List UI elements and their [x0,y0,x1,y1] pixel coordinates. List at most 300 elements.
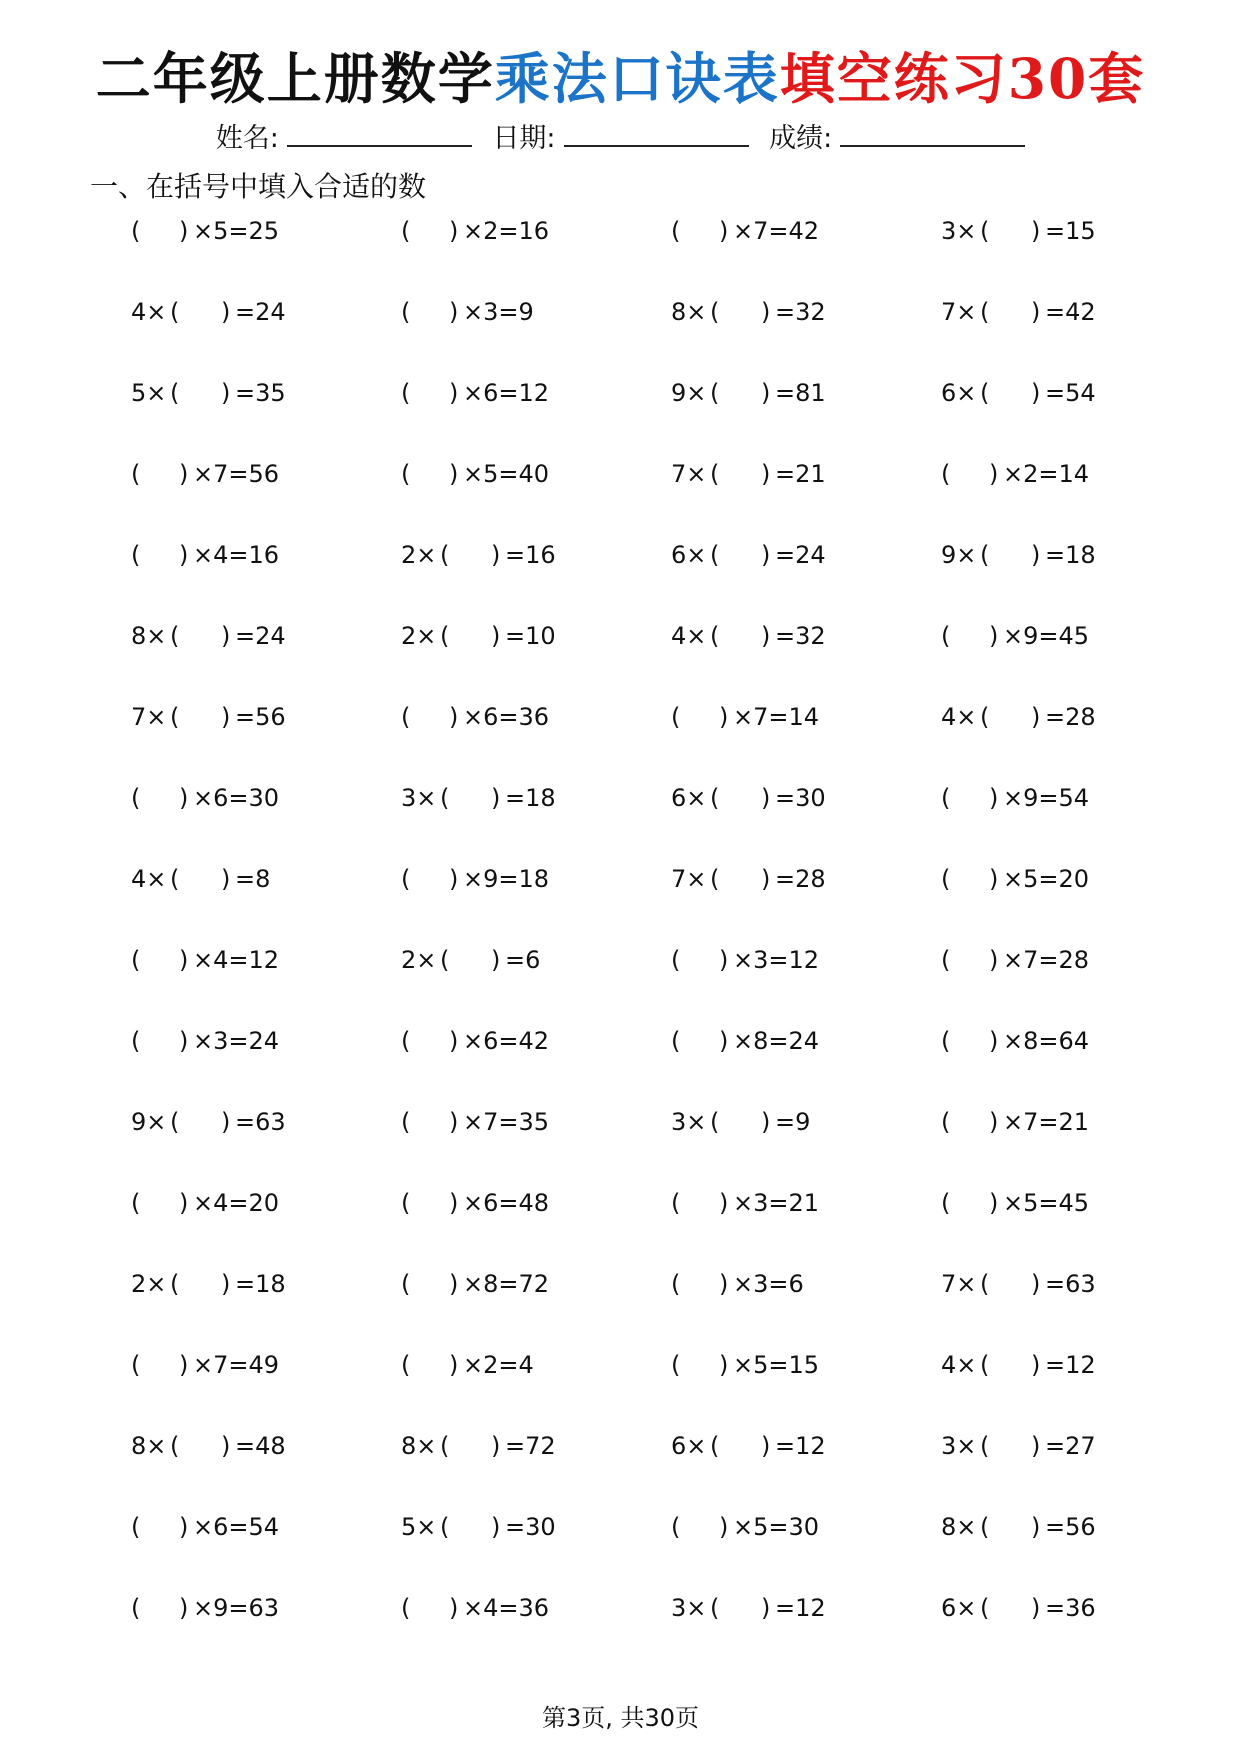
problem-grid [125,211,1165,1669]
open-paren: ( [710,784,720,812]
open-paren: ( [980,1351,990,1379]
close-paren-with-result: ) [221,1432,231,1460]
close-paren-with-result: ) [761,622,771,650]
problem-item [935,1345,1165,1385]
close-paren-with-result: ) [761,1108,771,1136]
open-paren: ( [440,784,450,812]
problem-known-part: ×7=14 [733,703,820,731]
open-paren: ( [980,541,990,569]
problem-known-part: ×9=45 [1003,622,1090,650]
problem-known-part: ×8=24 [733,1027,820,1055]
problem-known-part: ×5=30 [733,1513,820,1541]
problem-known-part: ×7=35 [463,1108,550,1136]
problem-result: =32 [775,298,826,326]
problem-item [935,1507,1165,1547]
problem-result: =28 [1045,703,1096,731]
open-paren: ( [440,622,450,650]
problem-known-part: ×9=63 [193,1594,280,1622]
problem-item [665,211,895,251]
open-paren: ( [710,1594,720,1622]
open-paren: ( [170,622,180,650]
problem-result: =8 [235,865,271,893]
problem-known-factor: 8× [131,1432,167,1460]
problem-known-factor: 3× [401,784,437,812]
name-label: 姓名: [215,123,279,154]
problem-item [125,1102,355,1142]
close-paren: ) [179,460,189,488]
problem-item [935,697,1165,737]
close-paren-with-result: ) [1031,703,1041,731]
close-paren: ) [179,1594,189,1622]
open-paren: ( [941,784,951,812]
open-paren: ( [170,379,180,407]
problem-item [935,859,1165,899]
problem-result: =56 [1045,1513,1096,1541]
close-paren-with-result: ) [761,1432,771,1460]
open-paren: ( [710,622,720,650]
problem-known-factor: 2× [401,622,437,650]
close-paren: ) [449,1594,459,1622]
problem-row [125,1021,1165,1102]
problem-known-factor: 4× [131,865,167,893]
problem-known-part: ×4=36 [463,1594,550,1622]
open-paren: ( [440,1513,450,1541]
problem-item [125,292,355,332]
close-paren: ) [989,1108,999,1136]
problem-result: =18 [235,1270,286,1298]
problem-item [935,616,1165,656]
open-paren: ( [401,1189,411,1217]
problem-row [125,535,1165,616]
problem-known-part: ×6=36 [463,703,550,731]
problem-result: =12 [1045,1351,1096,1379]
problem-known-part: ×3=12 [733,946,820,974]
open-paren: ( [401,1027,411,1055]
problem-item [395,1588,625,1628]
close-paren: ) [449,1189,459,1217]
close-paren-with-result: ) [1031,298,1041,326]
problem-known-factor: 9× [131,1108,167,1136]
open-paren: ( [401,1351,411,1379]
close-paren-with-result: ) [221,703,231,731]
open-paren: ( [131,784,141,812]
problem-item [125,454,355,494]
close-paren-with-result: ) [221,379,231,407]
problem-row [125,940,1165,1021]
close-paren: ) [179,217,189,245]
open-paren: ( [941,1027,951,1055]
problem-item [665,373,895,413]
close-paren-with-result: ) [761,460,771,488]
name-field [216,118,472,160]
problem-row [125,697,1165,778]
open-paren: ( [671,1189,681,1217]
student-info-row [0,118,1241,160]
problem-item [665,292,895,332]
problem-result: =72 [505,1432,556,1460]
problem-known-part: ×2=4 [463,1351,534,1379]
close-paren: ) [179,1513,189,1541]
open-paren: ( [170,1432,180,1460]
open-paren: ( [671,1513,681,1541]
problem-known-factor: 2× [401,946,437,974]
problem-result: =48 [235,1432,286,1460]
open-paren: ( [401,1108,411,1136]
open-paren: ( [710,1108,720,1136]
close-paren: ) [449,379,459,407]
close-paren: ) [449,865,459,893]
open-paren: ( [131,1513,141,1541]
close-paren-with-result: ) [1031,1432,1041,1460]
problem-item [935,211,1165,251]
open-paren: ( [131,460,141,488]
problem-known-part: ×4=20 [193,1189,280,1217]
problem-result: =30 [775,784,826,812]
problem-item [935,778,1165,818]
problem-known-factor: 7× [131,703,167,731]
open-paren: ( [941,460,951,488]
open-paren: ( [980,1270,990,1298]
open-paren: ( [980,379,990,407]
open-paren: ( [131,1189,141,1217]
problem-item [935,373,1165,413]
open-paren: ( [170,1270,180,1298]
problem-result: =6 [505,946,541,974]
problem-row [125,373,1165,454]
open-paren: ( [671,1351,681,1379]
close-paren: ) [449,1351,459,1379]
problem-result: =24 [235,622,286,650]
problem-item [395,616,625,656]
problem-item [935,1021,1165,1061]
problem-item [665,1345,895,1385]
open-paren: ( [440,1432,450,1460]
open-paren: ( [401,298,411,326]
close-paren: ) [179,946,189,974]
problem-known-part: ×3=21 [733,1189,820,1217]
open-paren: ( [941,1108,951,1136]
close-paren: ) [449,1270,459,1298]
section-heading: 一、在括号中填入合适的数 [90,170,427,203]
problem-item [125,1345,355,1385]
problem-known-part: ×2=16 [463,217,550,245]
problem-known-factor: 8× [671,298,707,326]
problem-item [125,1507,355,1547]
problem-item [935,1588,1165,1628]
problem-row [125,1183,1165,1264]
page-title [0,38,1241,120]
problem-known-factor: 2× [401,541,437,569]
problem-known-part: ×5=25 [193,217,280,245]
problem-item [935,1183,1165,1223]
problem-row [125,1102,1165,1183]
problem-result: =27 [1045,1432,1096,1460]
problem-row [125,859,1165,940]
problem-item [665,454,895,494]
problem-known-factor: 3× [941,217,977,245]
close-paren: ) [179,1189,189,1217]
open-paren: ( [710,541,720,569]
close-paren-with-result: ) [1031,1270,1041,1298]
problem-known-factor: 4× [671,622,707,650]
problem-item [395,859,625,899]
problem-item [395,1426,625,1466]
problem-row [125,1345,1165,1426]
close-paren-with-result: ) [491,1432,501,1460]
problem-known-factor: 8× [131,622,167,650]
close-paren: ) [179,1027,189,1055]
close-paren-with-result: ) [221,1270,231,1298]
open-paren: ( [980,1432,990,1460]
problem-known-factor: 8× [941,1513,977,1541]
problem-item [665,697,895,737]
open-paren: ( [401,703,411,731]
problem-item [395,1102,625,1142]
page-footer: 第3页, 共30页 [541,1704,700,1732]
open-paren: ( [710,379,720,407]
close-paren: ) [449,460,459,488]
problem-known-part: ×2=14 [1003,460,1090,488]
problem-known-factor: 6× [941,379,977,407]
problem-known-factor: 6× [941,1594,977,1622]
close-paren: ) [989,1027,999,1055]
close-paren: ) [989,1189,999,1217]
problem-known-factor: 6× [671,541,707,569]
problem-known-factor: 7× [671,460,707,488]
close-paren: ) [719,703,729,731]
close-paren-with-result: ) [221,1108,231,1136]
problem-item [665,859,895,899]
open-paren: ( [131,1351,141,1379]
problem-item [935,1102,1165,1142]
problem-item [665,1183,895,1223]
problem-known-part: ×6=42 [463,1027,550,1055]
open-paren: ( [980,217,990,245]
open-paren: ( [440,541,450,569]
problem-row [125,1588,1165,1669]
score-label: 成绩: [769,123,833,154]
problem-item [395,454,625,494]
name-blank [287,119,472,147]
open-paren: ( [170,1108,180,1136]
problem-item [935,292,1165,332]
problem-result: =15 [1045,217,1096,245]
open-paren: ( [710,865,720,893]
close-paren: ) [179,541,189,569]
problem-known-part: ×5=45 [1003,1189,1090,1217]
open-paren: ( [980,703,990,731]
close-paren-with-result: ) [1031,1594,1041,1622]
problem-item [125,940,355,980]
problem-result: =16 [505,541,556,569]
problem-result: =12 [775,1432,826,1460]
problem-known-part: ×7=42 [733,217,820,245]
problem-known-factor: 4× [941,1351,977,1379]
open-paren: ( [131,541,141,569]
problem-known-part: ×3=9 [463,298,534,326]
open-paren: ( [401,865,411,893]
close-paren: ) [719,1270,729,1298]
problem-known-part: ×9=54 [1003,784,1090,812]
problem-item [125,535,355,575]
problem-known-factor: 3× [671,1594,707,1622]
problem-known-part: ×7=49 [193,1351,280,1379]
close-paren: ) [449,1027,459,1055]
close-paren-with-result: ) [491,1513,501,1541]
problem-item [665,1264,895,1304]
problem-item [935,1426,1165,1466]
close-paren: ) [719,1189,729,1217]
problem-item [395,1021,625,1061]
problem-result: =63 [1045,1270,1096,1298]
problem-item [395,373,625,413]
problem-result: =12 [775,1594,826,1622]
open-paren: ( [671,946,681,974]
open-paren: ( [941,622,951,650]
score-blank [840,119,1025,147]
close-paren-with-result: ) [1031,541,1041,569]
open-paren: ( [980,1513,990,1541]
open-paren: ( [401,1270,411,1298]
open-paren: ( [170,865,180,893]
problem-known-factor: 5× [401,1513,437,1541]
problem-item [125,211,355,251]
open-paren: ( [170,703,180,731]
problem-result: =42 [1045,298,1096,326]
problem-known-factor: 7× [671,865,707,893]
problem-result: =28 [775,865,826,893]
problem-item [395,535,625,575]
close-paren: ) [449,1108,459,1136]
close-paren-with-result: ) [491,946,501,974]
close-paren-with-result: ) [761,784,771,812]
problem-known-part: ×8=72 [463,1270,550,1298]
open-paren: ( [401,1594,411,1622]
open-paren: ( [671,217,681,245]
open-paren: ( [710,298,720,326]
close-paren-with-result: ) [761,1594,771,1622]
problem-item [395,1507,625,1547]
problem-item [395,697,625,737]
close-paren: ) [989,946,999,974]
problem-item [665,778,895,818]
problem-known-part: ×6=12 [463,379,550,407]
problem-known-part: ×3=24 [193,1027,280,1055]
problem-known-factor: 4× [941,703,977,731]
close-paren: ) [449,703,459,731]
problem-item [935,454,1165,494]
problem-known-factor: 7× [941,298,977,326]
problem-row [125,1507,1165,1588]
problem-known-factor: 8× [401,1432,437,1460]
close-paren-with-result: ) [1031,217,1041,245]
open-paren: ( [941,946,951,974]
close-paren-with-result: ) [1031,1513,1041,1541]
score-field [769,118,1025,160]
problem-result: =54 [1045,379,1096,407]
close-paren: ) [719,1351,729,1379]
close-paren-with-result: ) [491,622,501,650]
problem-item [665,1426,895,1466]
problem-result: =10 [505,622,556,650]
open-paren: ( [401,217,411,245]
problem-known-factor: 3× [671,1108,707,1136]
open-paren: ( [131,946,141,974]
close-paren: ) [179,1351,189,1379]
problem-item [395,211,625,251]
open-paren: ( [671,1027,681,1055]
problem-result: =18 [505,784,556,812]
title-part-exercise: 填空练习30套 [779,46,1146,111]
problem-item [395,292,625,332]
close-paren-with-result: ) [221,865,231,893]
problem-result: =56 [235,703,286,731]
problem-item [935,535,1165,575]
close-paren: ) [719,217,729,245]
problem-item [125,697,355,737]
problem-row [125,454,1165,535]
open-paren: ( [671,1270,681,1298]
problem-result: =24 [235,298,286,326]
close-paren: ) [449,298,459,326]
open-paren: ( [401,379,411,407]
problem-known-factor: 7× [941,1270,977,1298]
close-paren-with-result: ) [761,379,771,407]
problem-item [665,1507,895,1547]
title-part-table: 乘法口诀表 [494,46,780,111]
problem-row [125,211,1165,292]
problem-known-part: ×7=21 [1003,1108,1090,1136]
problem-known-part: ×9=18 [463,865,550,893]
problem-result: =81 [775,379,826,407]
problem-item [125,859,355,899]
close-paren-with-result: ) [491,541,501,569]
title-part-grade: 二年级上册数学 [95,46,495,111]
close-paren: ) [719,1513,729,1541]
problem-known-part: ×6=48 [463,1189,550,1217]
open-paren: ( [980,1594,990,1622]
close-paren: ) [719,1027,729,1055]
problem-result: =32 [775,622,826,650]
problem-result: =21 [775,460,826,488]
problem-row [125,292,1165,373]
open-paren: ( [941,865,951,893]
close-paren: ) [989,622,999,650]
date-label: 日期: [492,123,556,154]
problem-known-part: ×4=12 [193,946,280,974]
date-field [492,118,748,160]
problem-item [125,1426,355,1466]
problem-result: =30 [505,1513,556,1541]
close-paren-with-result: ) [491,784,501,812]
problem-known-factor: 9× [941,541,977,569]
problem-known-part: ×4=16 [193,541,280,569]
open-paren: ( [941,1189,951,1217]
problem-known-part: ×5=20 [1003,865,1090,893]
close-paren: ) [179,784,189,812]
open-paren: ( [671,703,681,731]
open-paren: ( [710,460,720,488]
problem-item [665,1102,895,1142]
problem-known-part: ×7=28 [1003,946,1090,974]
problem-item [665,1588,895,1628]
problem-known-factor: 6× [671,1432,707,1460]
date-blank [564,119,749,147]
problem-known-factor: 3× [941,1432,977,1460]
problem-item [125,1588,355,1628]
problem-item [125,616,355,656]
close-paren: ) [719,946,729,974]
